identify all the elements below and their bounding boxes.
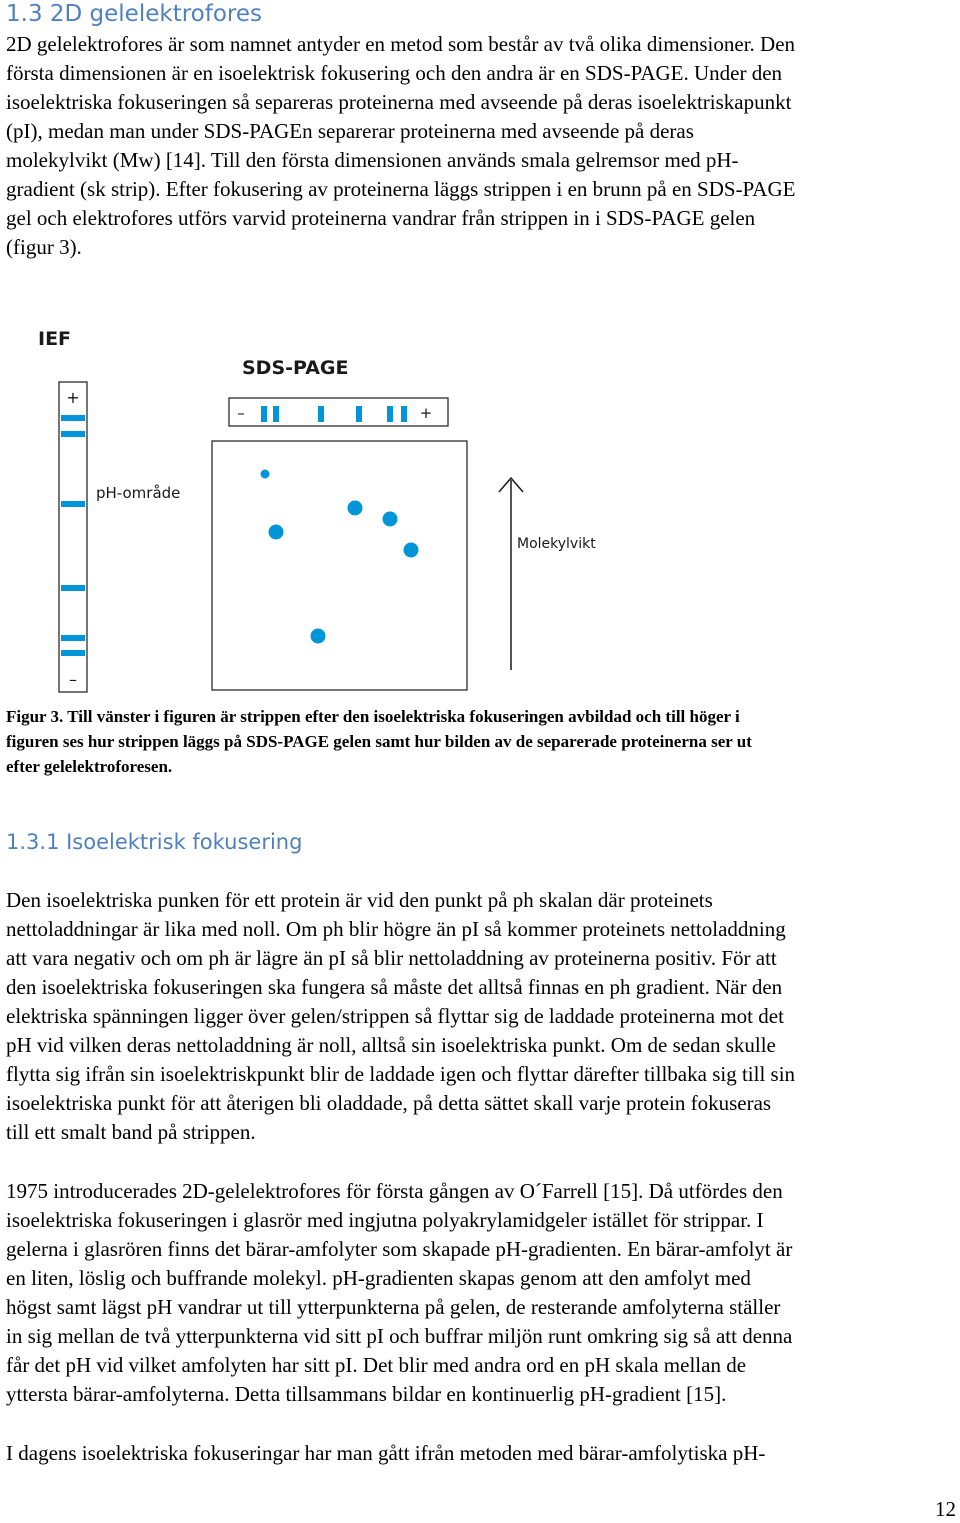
text-line: 2D gelelektrofores är som namnet antyder en metod som består av två olika dimensioner. Den [6,32,796,56]
text-line: nettoladdningar är lika med noll. Om ph blir högre än pI så kommer proteinets nettoladdning [6,917,786,941]
ief-band [61,431,85,437]
text-line: 1975 introducerades 2D-gelelektrofores för första gången av O´Farrell [15]. Då utfördes den [6,1179,783,1203]
sds-strip-band [318,406,324,422]
ief-band [61,415,85,421]
sds-strip-band [356,406,362,422]
text-line: yttersta bärar-amfolyterna. Detta tillsammans bildar en kontinuerlig pH-gradient [15]. [6,1382,727,1406]
protein-spot [348,501,363,516]
protein-spot [311,629,326,644]
caption-line: figuren ses hur strippen läggs på SDS-PAGE gelen samt hur bilden av de separerade proteinerna ser ut [6,732,752,751]
ief-band [61,650,85,656]
sds-strip-band [387,406,393,422]
ief-label: IEF [38,328,72,350]
caption-line: efter gelelektroforesen. [6,757,173,776]
sds-strip-band [401,406,407,422]
molecular-weight-label: Molekylvikt [517,536,596,552]
ph-range-label: pH-område [96,484,181,502]
ief-band [61,501,85,507]
text-line: elektriska spänningen ligger över gelen/strippen så flyttar sig de laddade proteinerna mot det [6,1004,784,1028]
sds-strip-band [261,406,267,422]
sds-strip-plus-label: + [419,404,433,422]
protein-spot [404,543,419,558]
figure-drawing [0,310,960,700]
text-line: Den isoelektriska punken för ett protein är vid den punkt på ph skalan där proteinets [6,888,713,912]
paragraph-isoelectric [6,886,958,1147]
text-line: pH vid vilken deras nettoladdning är noll, alltså sin isoelektriska punkt. Om de sedan skulle [6,1033,776,1057]
figure-2d-gel-diagram [0,310,960,700]
paragraph-history [6,1177,958,1409]
protein-spot [269,525,284,540]
intro-paragraph [6,30,958,262]
text-line: (figur 3). [6,235,82,259]
protein-spot [261,470,270,479]
section-heading: 1.3 2D gelelektrofores [6,1,262,27]
text-line: första dimensionen är en isoelektrisk fokusering och den andra är en SDS-PAGE. Under den [6,61,783,85]
text-line: högst samt lägst pH vandrar ut till ytterpunkterna på gelen, de resterande amfolyterna ställer [6,1295,781,1319]
text-line: isoelektriska punkt för att återigen bli oladdade, på detta sättet skall varje protein fokuseras [6,1091,772,1115]
sds-page-label: SDS-PAGE [242,357,349,379]
ief-band [61,585,85,591]
text-line: den isoelektriska fokuseringen ska fungera så måste det alltså finnas en ph gradient. När den [6,975,783,999]
text-line: gelerna i glasrören finns det bärar-amfolyter som skapade pH-gradienten. En bärar-amfolyt är [6,1237,793,1261]
text-line: in sig mellan de två ytterpunkterna vid sitt pI och buffrar miljön runt omkring sig så att denna [6,1324,793,1348]
ief-strip-plus-label: + [66,388,80,407]
protein-spot [383,512,398,527]
ief-strip [59,382,87,692]
text-line: att vara negativ och om ph är lägre än pI så blir nettoladdning av proteinerna positiv. För att [6,946,777,970]
text-line: isoelektriska fokuseringen så separeras proteinerna med avseende på deras isoelektriskapunkt [6,90,792,114]
text-line: gel och elektrofores utförs varvid proteinerna vandrar från strippen in i SDS-PAGE gelen [6,206,756,230]
sds-strip-minus-label: – [237,404,245,422]
caption-line: Figur 3. Till vänster i figuren är strippen efter den isoelektriska fokuseringen avbildad och till höger i [6,707,740,726]
text-line: (pI), medan man under SDS-PAGEn separerar proteinerna med avseende på deras [6,119,694,143]
ief-strip-minus-label: – [69,670,77,689]
sds-strip-band [273,406,279,422]
text-line: till ett smalt band på strippen. [6,1120,256,1144]
text-line: molekylvikt (Mw) [14]. Till den första dimensionen används smala gelremsor med pH- [6,148,739,172]
text-line: får det pH vid vilket amfolyten har sitt pI. Det blir med andra ord en pH skala mellan de [6,1353,747,1377]
text-line: I dagens isoelektriska fokuseringar har man gått ifrån metoden med bärar-amfolytiska pH- [6,1441,766,1465]
subsection-heading: 1.3.1 Isoelektrisk fokusering [6,830,303,854]
figure-caption [6,704,946,779]
page-number: 12 [935,1497,956,1521]
text-line: en liten, löslig och buffrande molekyl. pH-gradienten skapas genom att den amfolyt med [6,1266,751,1290]
ief-band [61,635,85,641]
sds-page-gel [212,441,467,690]
text-line: flytta sig ifrån sin isoelektriskpunkt blir de laddade igen och flyttar därefter tillbaka sig till sin [6,1062,796,1086]
text-line: gradient (sk strip). Efter fokusering av proteinerna läggs strippen i en brunn på en SDS-PAGE [6,177,796,201]
paragraph-today [6,1439,958,1468]
text-line: isoelektriska fokuseringen i glasrör med ingjutna polyakrylamidgeler istället för strippar. I [6,1208,764,1232]
